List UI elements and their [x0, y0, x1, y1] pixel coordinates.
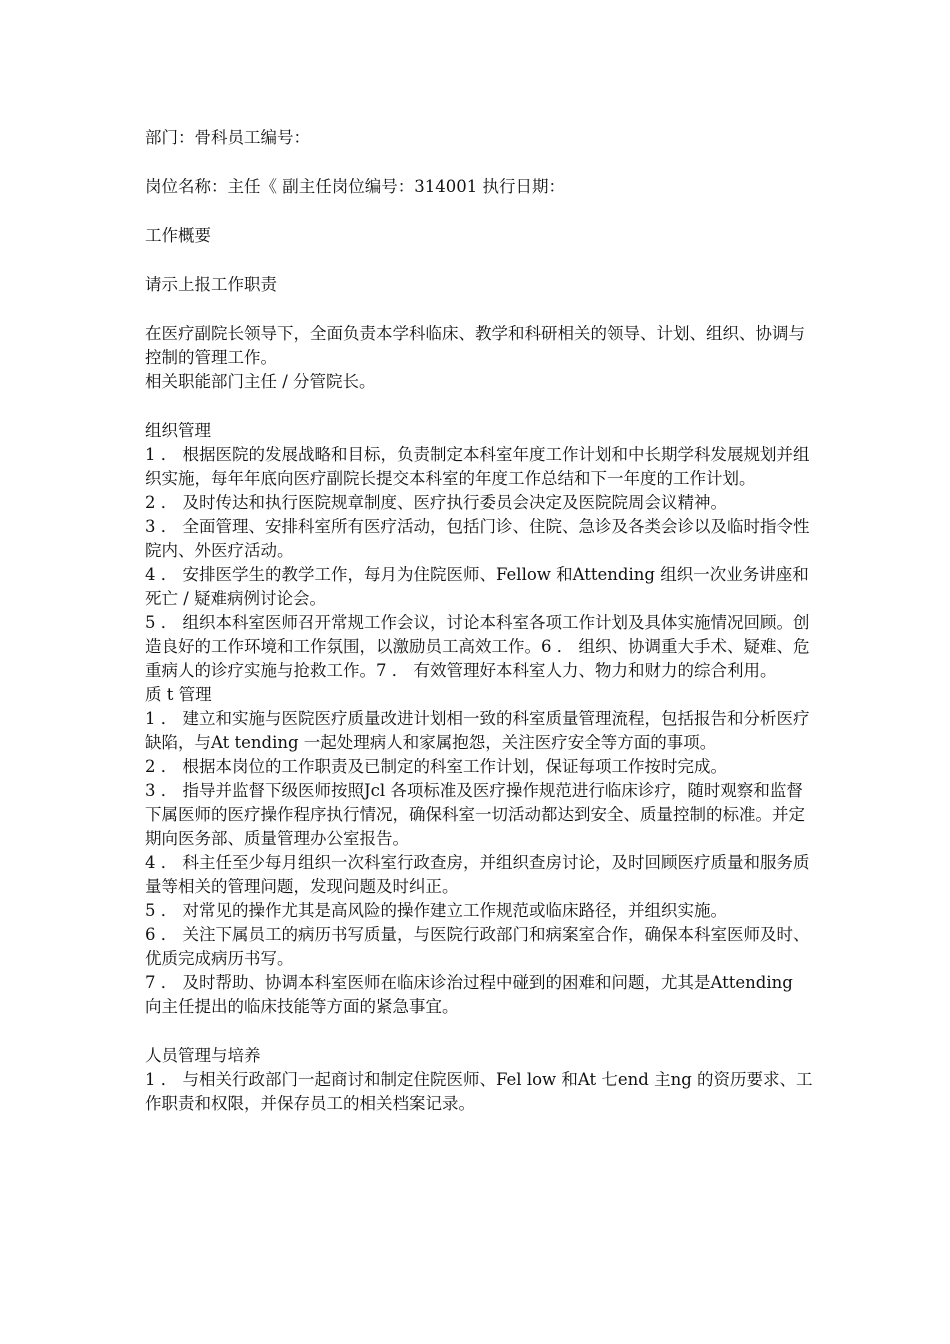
document-page	[145, 126, 813, 1116]
section-heading-quality: 质 t 管理	[145, 685, 212, 704]
list-item: 3 ． 指导并监督下级医师按照Jcl 各项标准及医疗操作规范进行临床诊疗，随时观察和监督下属医师的医疗操作程序执行情况，确保科室一切活动都达到安全、质量控制的标准。并定期向医务部、质量管理办公室报告。	[145, 781, 805, 848]
report-heading: 请示上报工作职责	[145, 275, 277, 294]
list-item: 1 ． 与相关行政部门一起商讨和制定住院医师、Fel low 和At 七end 主ng 的资历要求、工作职责和权限，并保存员工的相关档案记录。	[145, 1070, 813, 1113]
list-item: 1 ． 根据医院的发展战略和目标，负责制定本科室年度工作计划和中长期学科发展规划并组织实施，每年年底向医疗副院长提交本科室的年度工作总结和下一年度的工作计划。	[145, 445, 810, 488]
list-item: 6 ． 关注下属员工的病历书写质量，与医院行政部门和病案室合作，确保本科室医师及时、优质完成病历书写。	[145, 925, 810, 968]
position-line: 岗位名称：主任《 副主任岗位编号：314001 执行日期：	[145, 177, 565, 196]
list-item: 7 ． 及时帮助、协调本科室医师在临床诊治过程中碰到的困难和问题，尤其是Attending 向主任提出的临床技能等方面的紧急事宜。	[145, 973, 793, 1016]
summary-heading: 工作概要	[145, 226, 211, 245]
list-item: 2 ． 及时传达和执行医院规章制度、医疗执行委员会决定及医院院周会议精神。	[145, 493, 727, 512]
report-to-text: 相关职能部门主任 / 分管院长。	[145, 372, 376, 391]
department-line: 部门：骨科员工编号：	[145, 128, 310, 147]
list-item: 4 ． 科主任至少每月组织一次科室行政查房，并组织查房讨论，及时回顾医疗质量和服务质量等相关的管理问题，发现问题及时纠正。	[145, 853, 810, 896]
list-item: 2 ． 根据本岗位的工作职责及已制定的科室工作计划，保证每项工作按时完成。	[145, 757, 727, 776]
section-heading-staff: 人员管理与培养	[145, 1046, 261, 1065]
list-item: 4 ． 安排医学生的教学工作，每月为住院医师、Fellow 和Attending 组织一次业务讲座和死亡 / 疑难病例讨论会。	[145, 565, 809, 608]
list-item: 3 ． 全面管理、安排科室所有医疗活动，包括门诊、住院、急诊及各类会诊以及临时指令性院内、外医疗活动。	[145, 517, 810, 560]
list-item: 5 ． 组织本科室医师召开常规工作会议，讨论本科室各项工作计划及具体实施情况回顾。创造良好的工作环境和工作氛围，以激励员工高效工作。6 ． 组织、协调重大手术、疑难、危重病人的诊疗实施与抢救工作。7 ． 有效管理好本科室人力、物力和财力的综合利用。	[145, 613, 810, 680]
summary-text: 在医疗副院长领导下，全面负责本学科临床、教学和科研相关的领导、计划、组织、协调与控制的管理工作。	[145, 324, 805, 367]
section-heading-organization: 组织管理	[145, 421, 211, 440]
list-item: 1 ． 建立和实施与医院医疗质量改进计划相一致的科室质量管理流程，包括报告和分析医疗缺陷，与At tending 一起处理病人和家属抱怨，关注医疗安全等方面的事项。	[145, 709, 810, 752]
list-item: 5 ． 对常见的操作尤其是高风险的操作建立工作规范或临床路径，并组织实施。	[145, 901, 727, 920]
